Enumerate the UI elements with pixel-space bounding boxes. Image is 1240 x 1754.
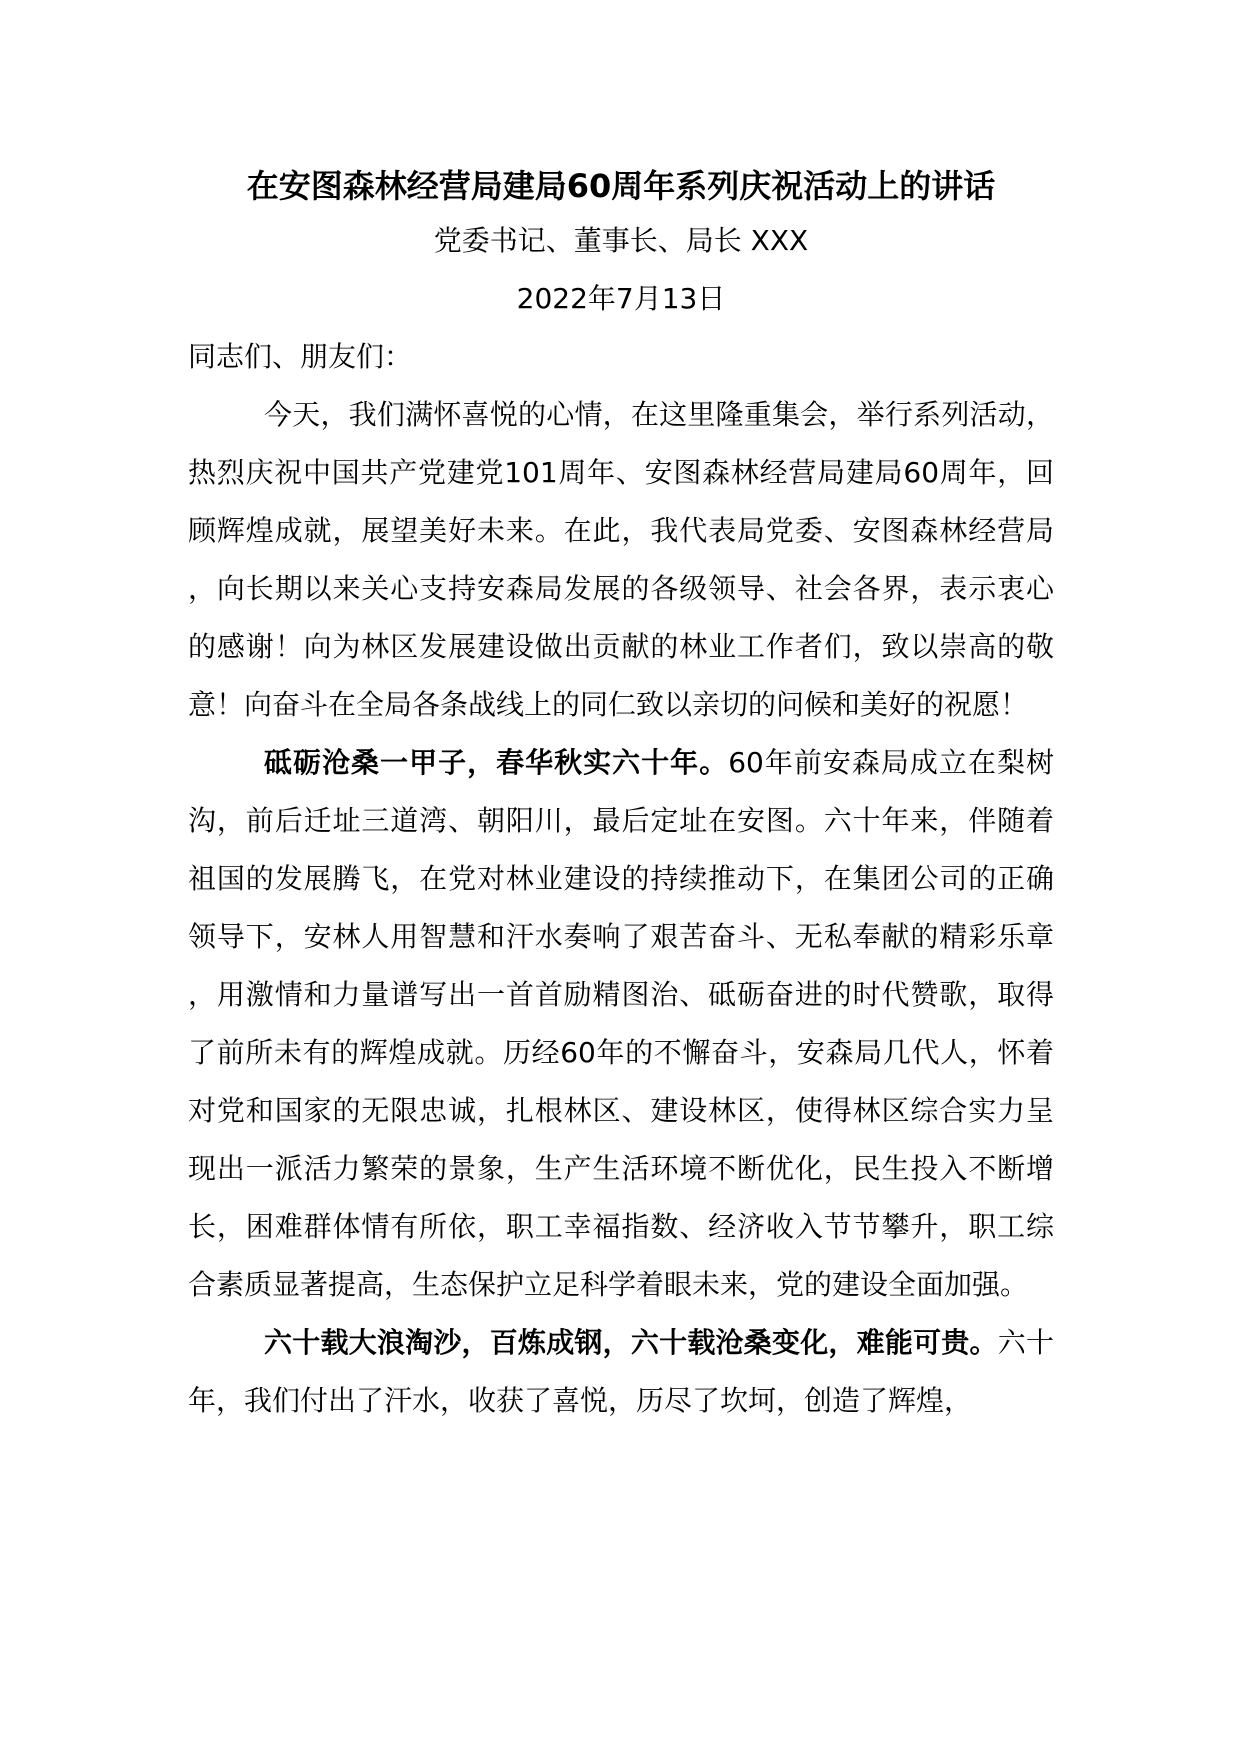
paragraph-text: 六十年，我们付出了汗水，收获了喜悦，历尽了坎坷，创造了辉煌， bbox=[188, 1326, 1054, 1417]
paragraph-text: 今天，我们满怀喜悦的心情，在这里隆重集会，举行系列活动，热烈庆祝中国共产党建党101周年、安图森林经营局建局60周年，回顾辉煌成就，展望美好未来。在此，我代表局党委、安图森林经营局，向长期以来关心支持安森局发展的各级领导、社会各界，表示衷心的感谢！向为林区发展建设做出贡献的林业工作者们，致以崇高的敬意！向奋斗在全局各条战线上的同仁致以亲切的问候和美好的祝愿！ bbox=[188, 398, 1054, 721]
salutation: 同志们、朋友们： bbox=[188, 340, 413, 373]
paragraph-lead: 六十载大浪淘沙，百炼成钢，六十载沧桑变化，难能可贵。 bbox=[264, 1326, 998, 1359]
paragraph-text: 60年前安森局成立在梨树沟，前后迁址三道湾、朝阳川，最后定址在安图。六十年来，伴随着祖国的发展腾飞，在党对林业建设的持续推动下，在集团公司的正确领导下，安林人用智慧和汗水奏响了艰苦奋斗、无私奉献的精彩乐章，用激情和力量谱写出一首首励精图治、砥砺奋进的时代赞歌，取得了前所未有的辉煌成就。历经60年的不懈奋斗，安森局几代人，怀着对党和国家的无限忠诚，扎根林区、建设林区，使得林区综合实力呈现出一派活力繁荣的景象，生产生活环境不断优化，民生投入不断增长，困难群体情有所依，职工幸福指数、经济收入节节攀升，职工综合素质显著提高，生态保护立足科学着眼未来，党的建设全面加强。 bbox=[188, 746, 1054, 1301]
document-page bbox=[188, 160, 1054, 1430]
speech-date: 2022年7月13日 bbox=[516, 282, 726, 315]
paragraph-3 bbox=[188, 1314, 1054, 1430]
paragraph-2 bbox=[188, 734, 1054, 1314]
paragraph-1 bbox=[188, 386, 1054, 734]
paragraph-lead: 砥砺沧桑一甲子，春华秋实六十年。 bbox=[264, 746, 729, 779]
speaker-line: 党委书记、董事长、局长 XXX bbox=[433, 224, 809, 257]
document-title: 在安图森林经营局建局60周年系列庆祝活动上的讲话 bbox=[246, 167, 996, 205]
